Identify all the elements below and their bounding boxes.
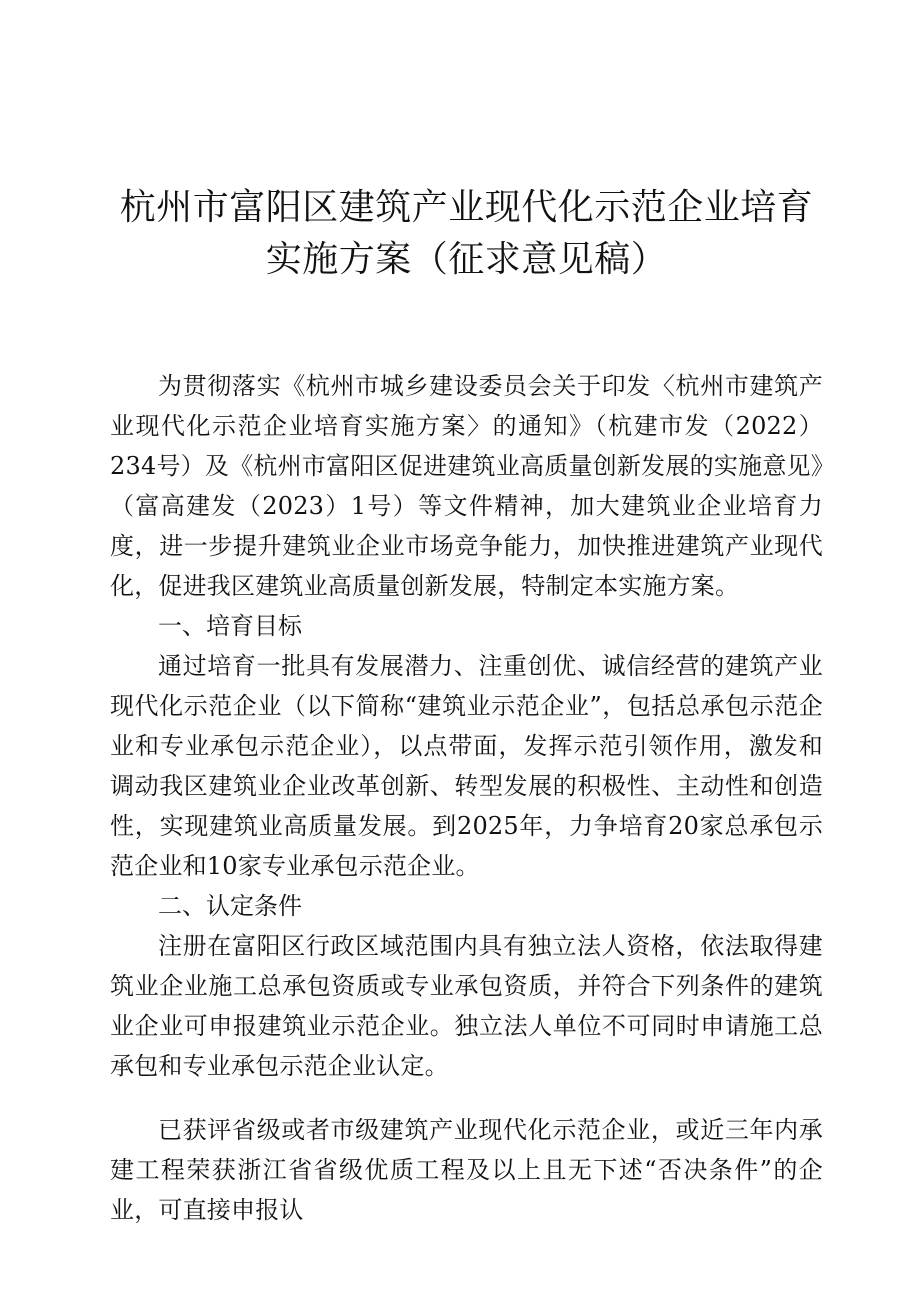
- title-line-2: 实施方案（征求意见稿）: [265, 239, 668, 280]
- conditions-paragraph-2: 已获评省级或者市级建筑产业现代化示范企业，或近三年内承建工程荣获浙江省省级优质工程及以上且无下述“否决条件”的企业，可直接申报认: [110, 1116, 823, 1224]
- title-line-1: 杭州市富阳区建筑产业现代化示范企业培育: [119, 187, 814, 228]
- paragraph-spacer: [110, 1086, 823, 1110]
- document-body: [110, 366, 823, 1230]
- section-heading-goals: 一、培育目标: [158, 612, 302, 640]
- section-heading-conditions: 二、认定条件: [158, 892, 302, 920]
- document-title: [110, 0, 823, 286]
- intro-paragraph: 为贯彻落实《杭州市城乡建设委员会关于印发〈杭州市建筑产业现代化示范企业培育实施方案〉的通知》（杭建市发（2022）234号）及《杭州市富阳区促进建筑业高质量创新发展的实施意见》（富高建发（2023）1号）等文件精神，加大建筑业企业培育力度，进一步提升建筑业企业市场竞争能力，加快推进建筑产业现代化，促进我区建筑业高质量创新发展，特制定本实施方案。: [110, 372, 823, 600]
- goals-paragraph: 通过培育一批具有发展潜力、注重创优、诚信经营的建筑产业现代化示范企业（以下简称“建筑业示范企业”，包括总承包示范企业和专业承包示范企业），以点带面，发挥示范引领作用，激发和调动我区建筑业企业改革创新、转型发展的积极性、主动性和创造性，实现建筑业高质量发展。到2025年，力争培育20家总承包示范企业和10家专业承包示范企业。: [110, 652, 823, 880]
- conditions-paragraph: 注册在富阳区行政区域范围内具有独立法人资格，依法取得建筑业企业施工总承包资质或专业承包资质，并符合下列条件的建筑业企业可申报建筑业示范企业。独立法人单位不可同时申请施工总承包和专业承包示范企业认定。: [110, 932, 823, 1080]
